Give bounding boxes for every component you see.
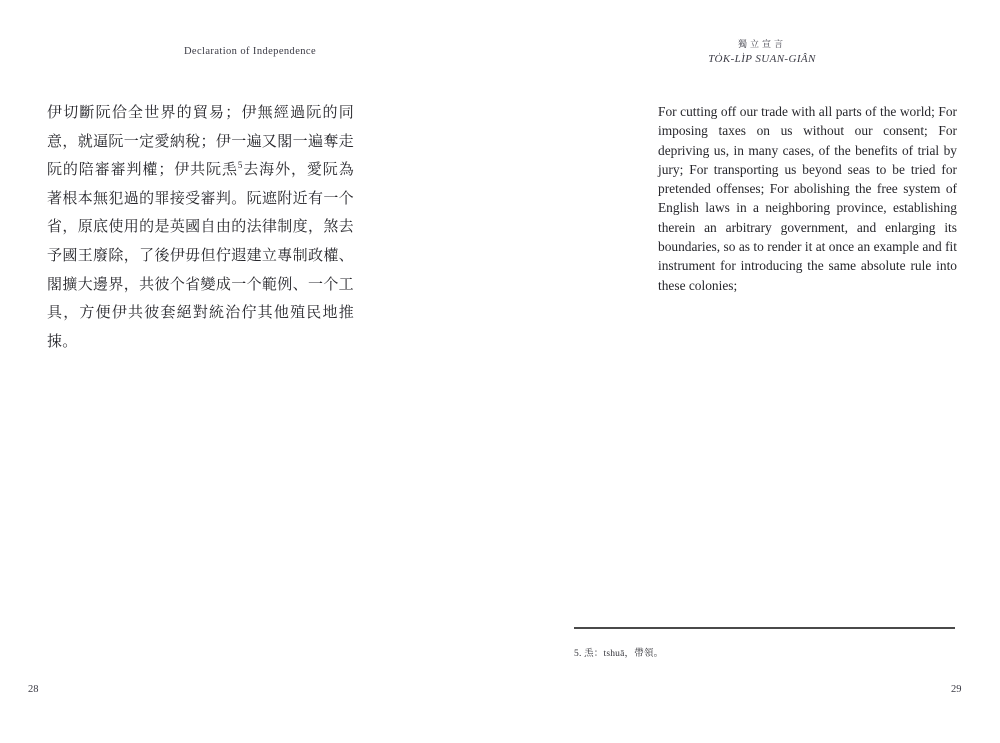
footnote-divider-rule [574,627,955,629]
right-page-body-paragraph: For cutting off our trade with all parts of the world; For imposing taxes on us without our consent; For depriving us, in many cases, of the benefits of trial by jury; For transporting us beyond seas to be tried for pretended offenses; For abolishing the free system of English laws in a neighboring province, establishing therein an arbitrary government, and enlarging its boundaries, so as to render it at once an example and fit instrument for introducing the same absolute rule into these colonies; [658,104,957,293]
left-page-body-paragraph [47,99,354,356]
running-head-romanized-title: TO̍K-LI̍P SUAN-GIÂN [708,53,816,65]
left-body-text-before-footnote: 伊切斷阮佮全世界的貿易；伊無經過阮的同意，就逼阮一定愛納稅；伊一遍又閣一遍奪走阮的陪審審判權；伊共阮𤆬 [47,105,354,179]
page-number-right: 29 [951,684,962,695]
running-head-left: Declaration of Independence [183,46,317,57]
left-body-text-after-footnote: 去海外，愛阮為著根本無犯過的罪接受審判。阮遮附近有一个省，原底使用的是英國自由的法律制度，煞去予國王廢除，了後伊毋但佇遐建立專制政權、閣擴大邊界，共彼个省變成一个範例、一个工具，方便伊共彼套絕對統治佇其他殖民地推捒。 [47,162,354,350]
footnote-reference-marker: 5 [237,160,243,171]
running-head-right [512,37,1000,65]
footnote-text: 5. 𤆬：tshuā，帶領。 [574,649,664,659]
page-number-left: 28 [28,684,39,695]
running-head-cjk-title: 獨立宣言 [737,39,786,49]
